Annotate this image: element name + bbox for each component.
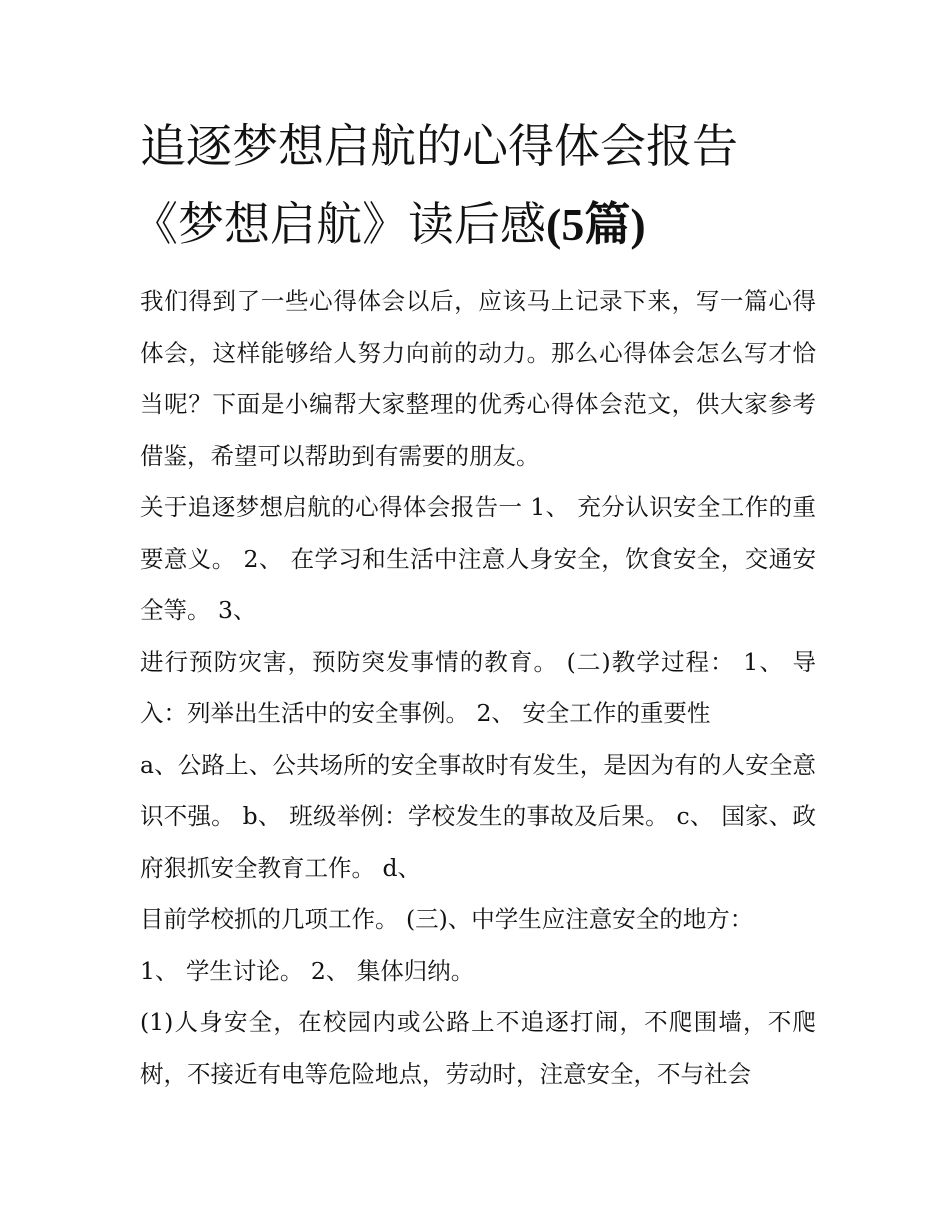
paragraph-discussion: 1、 学生讨论。 2、 集体归纳。: [140, 956, 475, 985]
paragraph-school-work: 目前学校抓的几项工作。 (三)、中学生应注意安全的地方：: [140, 905, 754, 933]
document-title-line-1: 追逐梦想启航的心得体会报告: [140, 119, 738, 173]
paragraph-personal-safety: (1)人身安全，在校园内或公路上不追逐打闹，不爬围墙，不爬树，不接近有电等危险地点，劳动时，注意安全，不与社会: [140, 1008, 816, 1088]
paragraph-teaching-process: 进行预防灾害，预防突发事情的教育。 (二)教学过程： 1、 导入：列举出生活中的安全事例。 2、 安全工作的重要性: [140, 647, 816, 727]
title-count: (5篇): [546, 199, 646, 250]
paragraph-intro: 我们得到了一些心得体会以后，应该马上记录下来，写一篇心得体会，这样能够给人努力向前的动力。那么心得体会怎么写才恰当呢？下面是小编帮大家整理的优秀心得体会范文，供大家参考借鉴，希望可以帮助到有需要的朋友。: [140, 287, 816, 470]
title-book-name: 《梦想启航》读后感: [132, 197, 546, 251]
paragraph-report-one: 关于追逐梦想启航的心得体会报告一 1、 充分认识安全工作的重要意义。 2、 在学习和生活中注意人身安全，饮食安全，交通安全等。 3、: [140, 493, 816, 624]
paragraph-importance: a、公路上、公共场所的安全事故时有发生，是因为有的人安全意识不强。 b、 班级举例：学校发生的事故及后果。 c、 国家、政府狠抓安全教育工作。 d、: [140, 750, 816, 882]
document-body: [140, 276, 816, 1100]
document-title-line-2: [132, 196, 832, 253]
